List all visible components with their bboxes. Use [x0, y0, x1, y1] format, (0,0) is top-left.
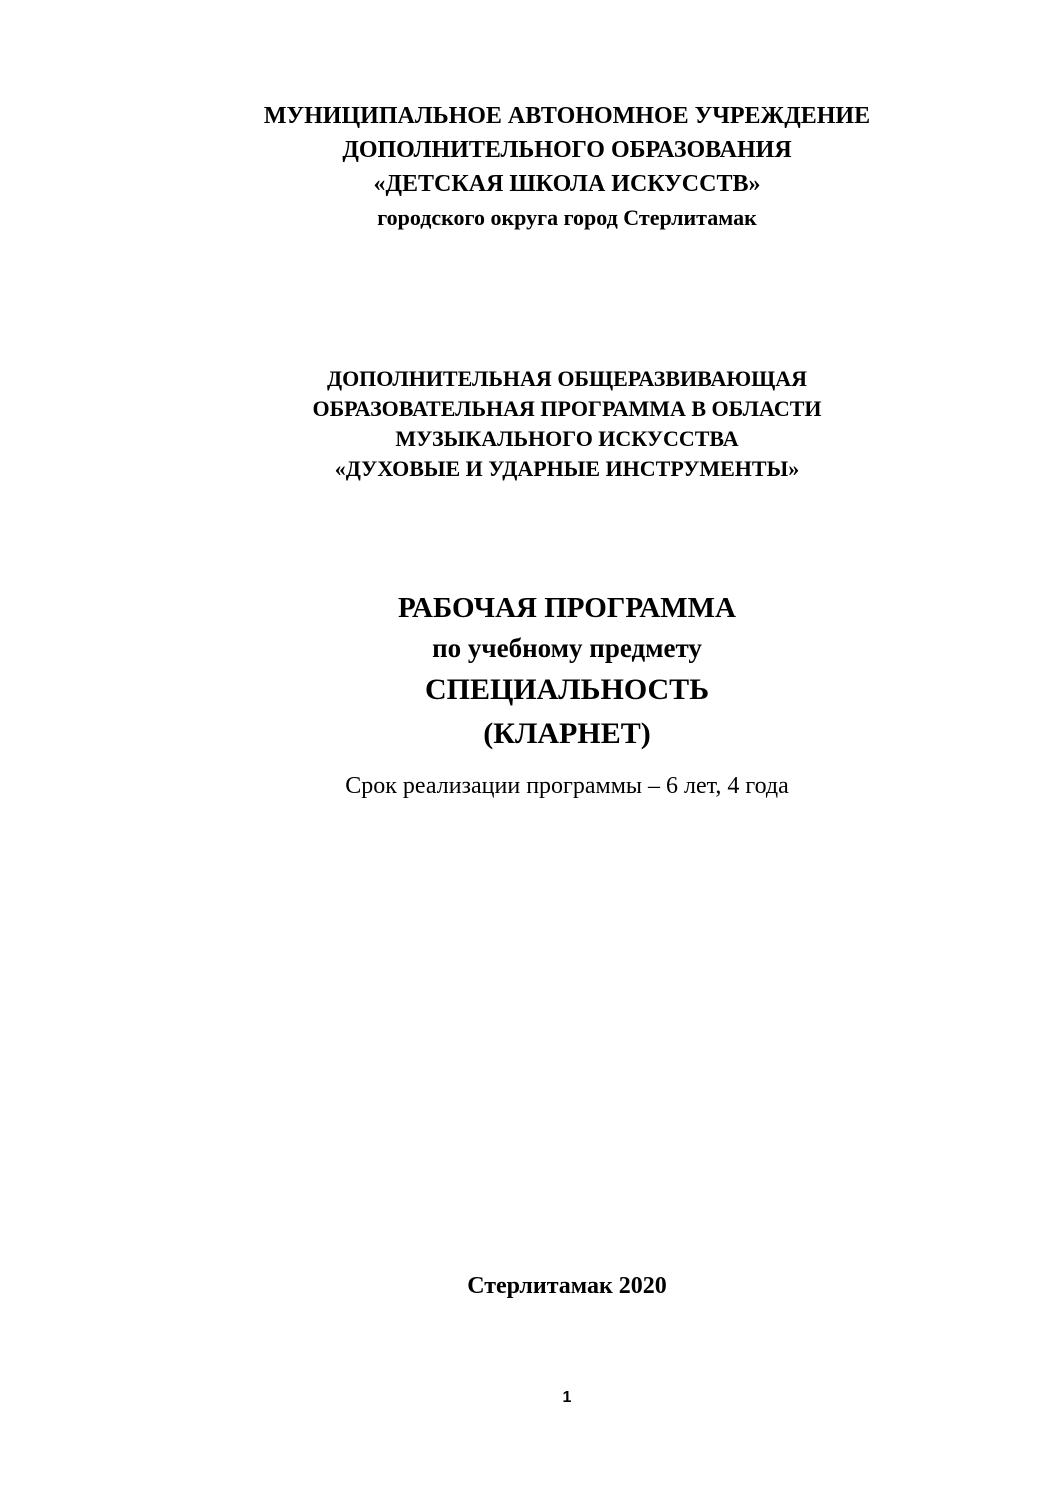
- work-program-subject: СПЕЦИАЛЬНОСТЬ: [424, 673, 710, 706]
- program-line-4: «ДУХОВЫЕ И УДАРНЫЕ ИНСТРУМЕНТЫ»: [334, 456, 800, 481]
- institution-line-2: ДОПОЛНИТЕЛЬНОГО ОБРАЗОВАНИЯ: [342, 137, 792, 163]
- institution-header: [0, 99, 1058, 235]
- institution-line-1: МУНИЦИПАЛЬНОЕ АВТОНОМНОЕ УЧРЕЖДЕНИЕ: [263, 103, 871, 129]
- work-program-title: РАБОЧАЯ ПРОГРАММА: [398, 592, 736, 624]
- program-title: [0, 364, 1058, 484]
- work-program-instrument: (КЛАРНЕТ): [483, 717, 651, 750]
- page-number: 1: [562, 1389, 572, 1406]
- work-program-subtitle: по учебному предмету: [432, 633, 702, 663]
- institution-line-3: «ДЕТСКАЯ ШКОЛА ИСКУССТВ»: [373, 171, 761, 197]
- program-term-text: Срок реализации программы – 6 лет, 4 года: [345, 773, 789, 799]
- program-line-2: ОБРАЗОВАТЕЛЬНАЯ ПРОГРАММА В ОБЛАСТИ: [312, 396, 822, 421]
- program-line-1: ДОПОЛНИТЕЛЬНАЯ ОБЩЕРАЗВИВАЮЩАЯ: [326, 366, 808, 391]
- program-line-3: МУЗЫКАЛЬНОГО ИСКУССТВА: [395, 426, 739, 451]
- work-program-block: [0, 588, 1058, 756]
- institution-line-4: городского округа город Стерлитамак: [377, 205, 757, 230]
- program-term: [0, 770, 1058, 802]
- city-year-text: Стерлитамак 2020: [467, 1273, 667, 1299]
- city-year: [0, 1270, 1058, 1302]
